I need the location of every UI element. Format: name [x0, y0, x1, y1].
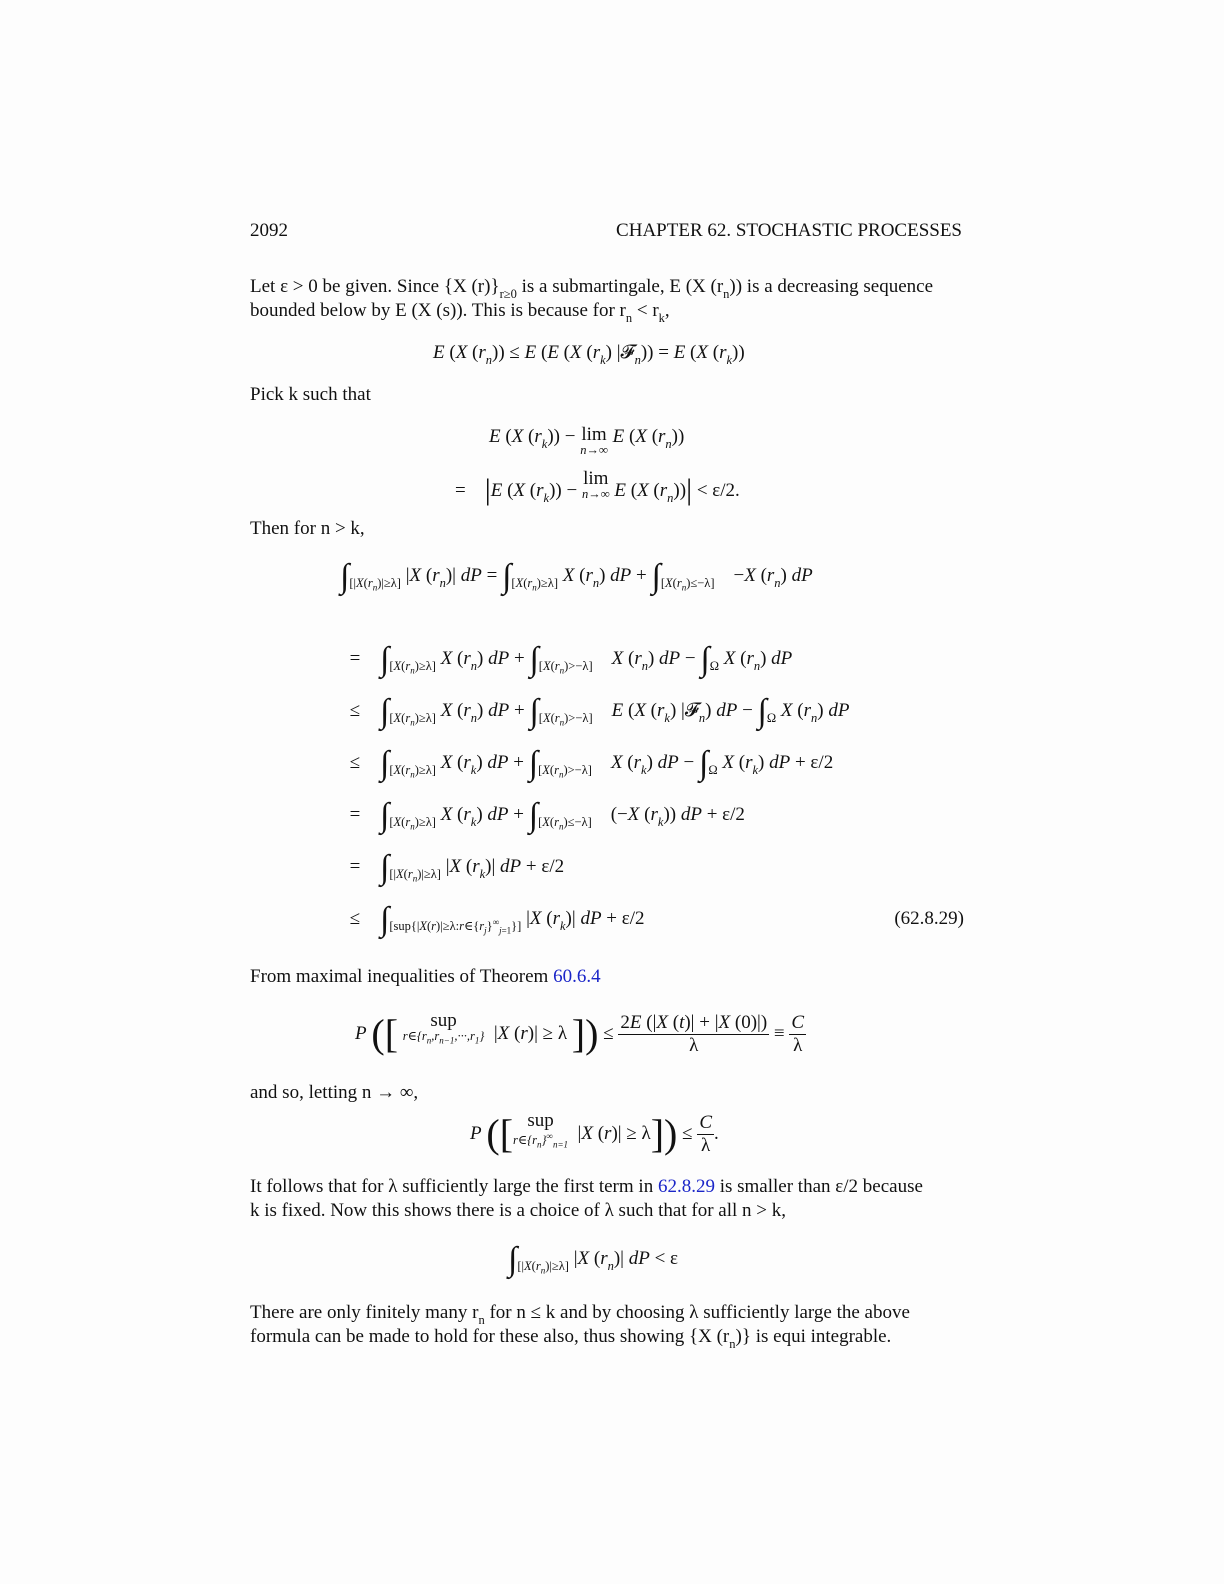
chain-line-3: $\int_{[X(r_n)\ge\lambda]}$ X $(r_k)$ dP + $\int_{[X(r_n)>-\lambda]}$ X $(r_k)$ dP − $\int_\Omega$ X $(r_k)$ dP + ε/2: [380, 745, 834, 782]
equation-limit-abs: = |E (X $(r_k)) - \lim$ n→∞ E (X $(r_n))| < \varepsilon/2$.: [455, 468, 740, 506]
chain-line-5: $\int_{[|X(r_n)|\ge\lambda]}$ |X $(r_k)|$ dP + ε/2: [380, 849, 565, 886]
equation-integral-split: $\int_{[|X(r_n)|\ge\lambda]}$ |X $(r_n)|$ dP = $\int_{[X(r_n)\ge\lambda]}$ X $(r_n)$ dP + $\int_{[X(r_n)\le-\lambda]}$ −X $(r_n)$ dP: [340, 558, 813, 595]
equation-equi-integral: $\int_{[|X(r_n)|\ge\lambda]}$ |X $(r_n)|$ dP < ε: [508, 1241, 679, 1278]
equation-limit-difference: E (X $(r_k)) - \lim$ n→∞ E (X $(r_n)$): [489, 424, 685, 457]
chain-line-6: $\int_{[sup\{|X(r)|\ge\lambda:r\in\{r_j\}^\infty_{j=1}\}]}$ |X $(r_k)|$ dP + ε/2: [380, 901, 645, 938]
equation-link[interactable]: 62.8.29: [657, 1176, 715, 1197]
last-line-1: There are only finitely many $r_n$ for n ≤ k and by choosing λ sufficiently large the above: [250, 1302, 910, 1327]
equation-conditional-expectation: E (X $(r_n)) \le E$ (E (X $(r_k)$ |𝓕$_n$)) = E (X $(r_k)$): [433, 342, 745, 367]
chapter-title: CHAPTER 62. STOCHASTIC PROCESSES: [616, 220, 962, 241]
from-maximal-text: From maximal inequalities of Theorem 60.6.4: [250, 966, 601, 987]
chain-rel-2: ≤: [349, 700, 361, 721]
last-line-2: formula can be made to hold for these also, thus showing {X $(r_n)$} is equi integrable.: [250, 1326, 892, 1351]
equation-limit-inequality: P ([ sup $r\in\{r_n\}^\infty_{n=1}$ |X (r)| ≥ λ]) ≤ $\frac{C}{\lambda}$ .: [470, 1110, 719, 1156]
theorem-link[interactable]: 60.6.4: [553, 966, 601, 987]
chain-line-1: $\int_{[X(r_n)\ge\lambda]}$ X $(r_n)$ dP + $\int_{[X(r_n)>-\lambda]}$ X $(r_n)$ dP − $\int_\Omega$ X $(r_n)$ dP: [380, 641, 793, 678]
chain-rel-6: ≤: [349, 908, 361, 929]
chain-rel-3: ≤: [349, 752, 361, 773]
pick-k-text: Pick k such that: [250, 384, 371, 405]
page-number: 2092: [250, 220, 288, 241]
follows-line-1: It follows that for λ sufficiently large the first term in 62.8.29 is smaller than ε/2 because: [250, 1176, 923, 1197]
chain-rel-4: =: [349, 804, 361, 825]
and-so-text: and so, letting n → ∞,: [250, 1082, 419, 1103]
chain-rel-5: =: [349, 856, 361, 877]
paragraph-1-line-1: Let ε > 0 be given. Since {X $(r)\}_{r\ge 0}$ is a submartingale, E (X $(r_n)$) is a decreasing sequence: [250, 276, 934, 301]
paragraph-1-line-2: bounded below by E (X (s)). This is because for $r_n < r_k$,: [250, 300, 670, 325]
follows-line-2: k is fixed. Now this shows there is a choice of λ such that for all n > k,: [250, 1200, 786, 1221]
chain-rel-1: =: [349, 648, 361, 669]
chain-line-2: $\int_{[X(r_n)\ge\lambda]}$ X $(r_n)$ dP + $\int_{[X(r_n)>-\lambda]}$ E (X $(r_k)$ |𝓕$_n$) dP − $\int_\Omega$ X $(r_n)$ dP: [380, 693, 850, 730]
equation-number: (62.8.29): [894, 908, 964, 929]
then-text: Then for n > k,: [250, 518, 365, 539]
equation-maximal-inequality: P ([ sup $r\in\{r_n,r_{n-1},\cdot\cdot\cdot,r_1\}$ |X (r)| ≥ λ ]) ≤ $\frac{2E (|X (t)| + |X (0)|)}{\lambda}$ ≡ $\frac{C}{\lambda}$: [355, 1010, 805, 1056]
chain-line-4: $\int_{[X(r_n)\ge\lambda]}$ X $(r_k)$ dP + $\int_{[X(r_n)\le-\lambda]}$ (−X $(r_k)$) dP + ε/2: [380, 797, 745, 834]
